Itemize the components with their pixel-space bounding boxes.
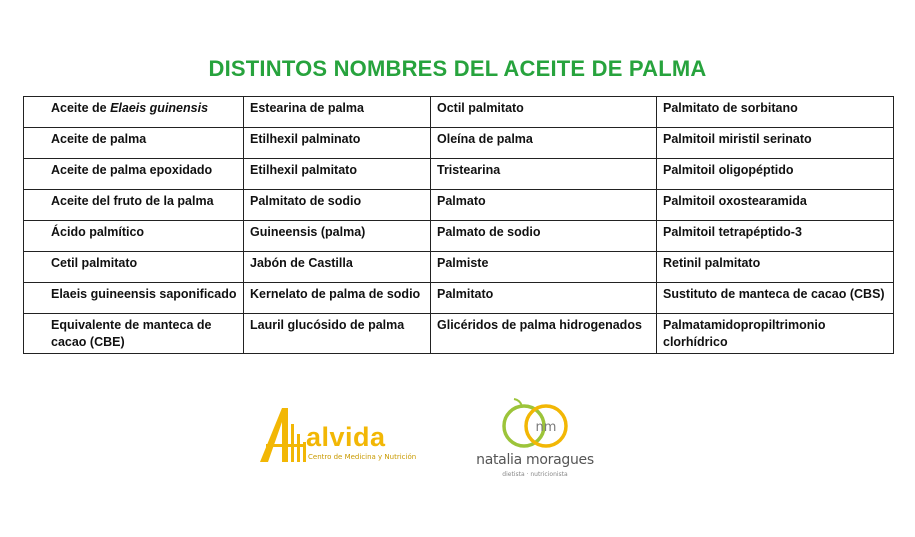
palm-oil-names-table xyxy=(23,96,894,354)
cell-text-plain: Aceite de xyxy=(51,101,111,115)
table-cell: Jabón de Castilla xyxy=(244,252,431,283)
table-row xyxy=(24,97,894,128)
alvida-logo xyxy=(258,404,428,468)
table-cell: Etilhexil palminato xyxy=(244,128,431,159)
table-cell: Palmitoil oxostearamida xyxy=(657,190,894,221)
natalia-rings-icon xyxy=(470,396,600,452)
table-row xyxy=(24,283,894,314)
table-cell: Palmitoil miristil serinato xyxy=(657,128,894,159)
table-row xyxy=(24,252,894,283)
table-cell: Aceite de palma epoxidado xyxy=(24,159,244,190)
table-row xyxy=(24,128,894,159)
table-cell: Guineensis (palma) xyxy=(244,221,431,252)
table-row xyxy=(24,159,894,190)
table-row xyxy=(24,190,894,221)
table-cell: Aceite de palma xyxy=(24,128,244,159)
natalia-monogram: nm xyxy=(535,420,557,435)
page-title: DISTINTOS NOMBRES DEL ACEITE DE PALMA xyxy=(208,56,707,81)
table-row xyxy=(24,314,894,354)
table-cell: Palmitoil tetrapéptido-3 xyxy=(657,221,894,252)
table-cell: Palmatamidopropiltrimonio clorhídrico xyxy=(657,314,894,354)
table-cell: Equivalente de manteca de cacao (CBE) xyxy=(24,314,244,354)
table-cell: Palmato xyxy=(431,190,657,221)
natalia-subtitle: dietista · nutricionista xyxy=(502,471,568,478)
table-cell: Etilhexil palmitato xyxy=(244,159,431,190)
table-cell xyxy=(24,97,244,128)
table-cell: Aceite del fruto de la palma xyxy=(24,190,244,221)
table-cell: Palmato de sodio xyxy=(431,221,657,252)
table-cell: Elaeis guineensis saponificado xyxy=(24,283,244,314)
table-cell: Palmitato de sodio xyxy=(244,190,431,221)
table-cell: Retinil palmitato xyxy=(657,252,894,283)
table-cell: Cetil palmitato xyxy=(24,252,244,283)
natalia-wordmark: natalia moragues xyxy=(476,452,594,468)
alvida-subtitle: Centro de Medicina y Nutrición xyxy=(308,453,417,461)
natalia-moragues-logo xyxy=(470,396,600,486)
table-cell: Palmitato de sorbitano xyxy=(657,97,894,128)
table-cell: Kernelato de palma de sodio xyxy=(244,283,431,314)
alvida-wordmark: alvida xyxy=(306,422,386,452)
table-cell: Octil palmitato xyxy=(431,97,657,128)
table-cell: Sustituto de manteca de cacao (CBS) xyxy=(657,283,894,314)
table-cell: Ácido palmítico xyxy=(24,221,244,252)
table-cell: Tristearina xyxy=(431,159,657,190)
table-cell: Palmitoil oligopéptido xyxy=(657,159,894,190)
table-cell: Oleína de palma xyxy=(431,128,657,159)
table-cell: Estearina de palma xyxy=(244,97,431,128)
table-row xyxy=(24,221,894,252)
cell-text-italic: Elaeis guinensis xyxy=(110,101,209,115)
table-cell: Glicéridos de palma hidrogenados xyxy=(431,314,657,354)
table-cell: Palmiste xyxy=(431,252,657,283)
table-cell: Lauril glucósido de palma xyxy=(244,314,431,354)
table-cell: Palmitato xyxy=(431,283,657,314)
